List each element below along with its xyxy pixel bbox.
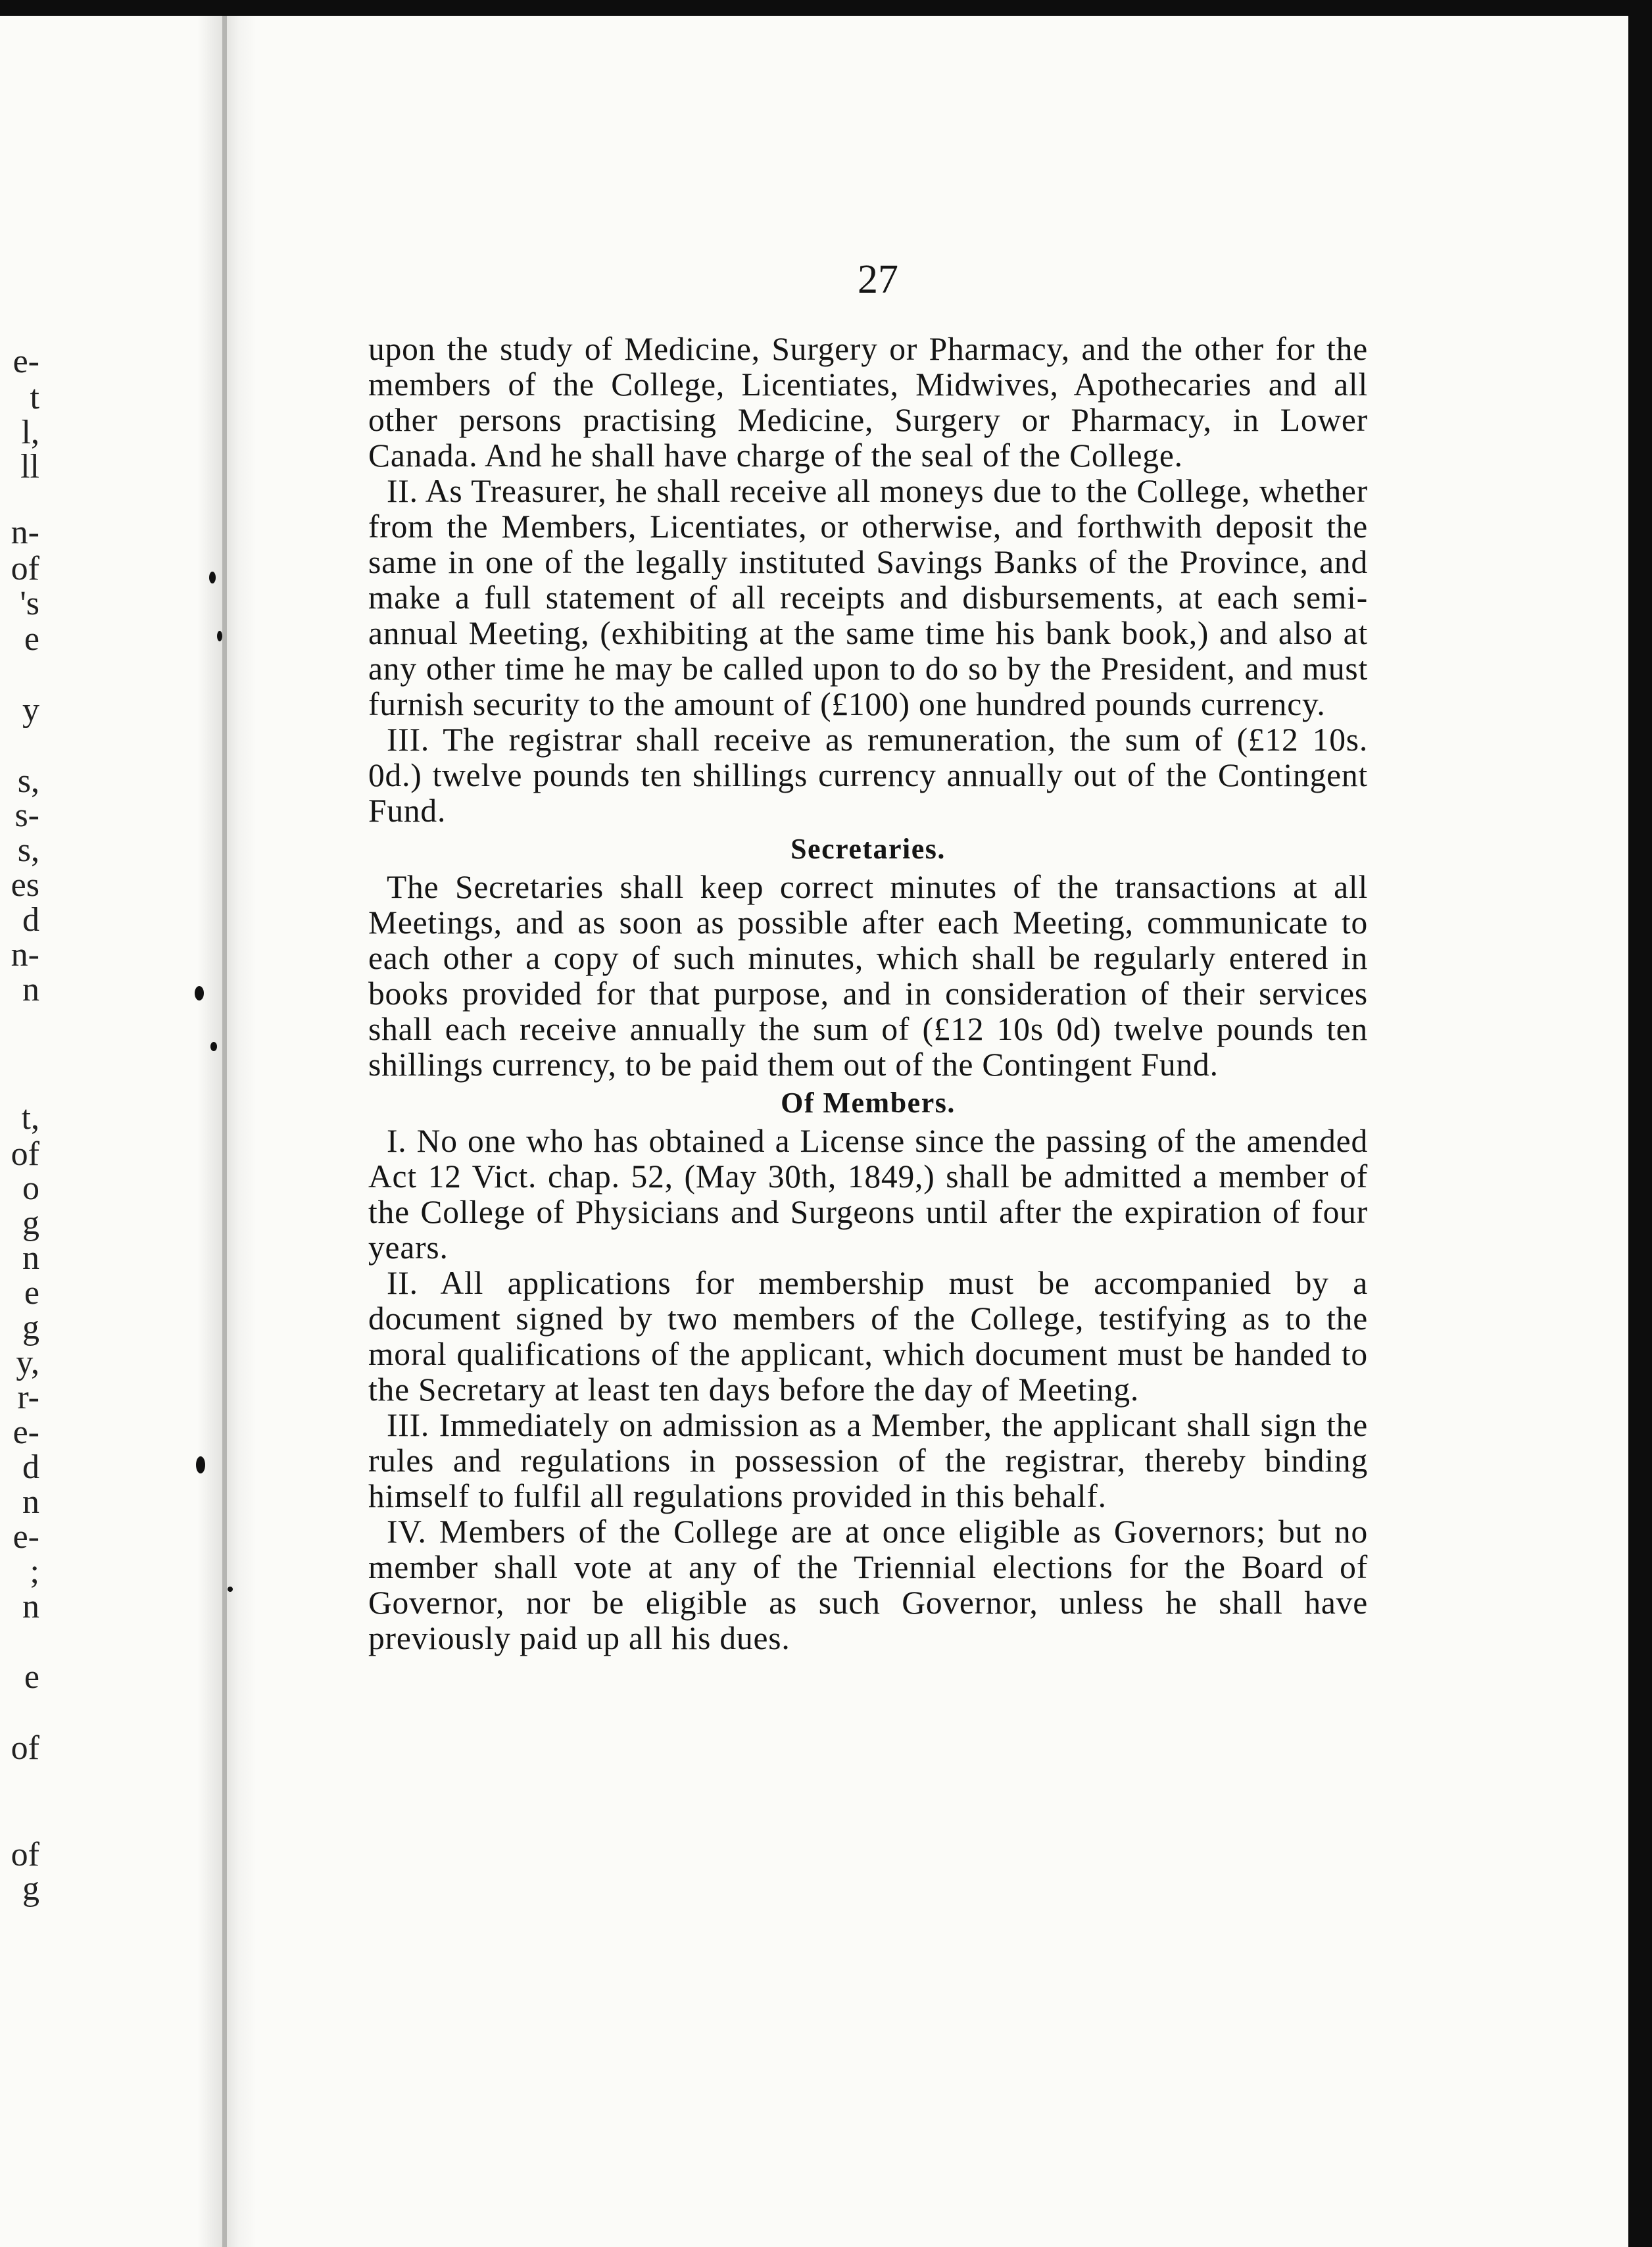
left-page-fragment: n — [22, 1483, 39, 1521]
left-page-fragment: of — [11, 1135, 39, 1173]
body-text — [368, 332, 1368, 1656]
paragraph: II. As Treasurer, he shall receive all moneys due to the College, whether from the Members, Licentiates, or otherwise, and forthwith deposit the same in one of the legally instituted Savings Banks of the Province, and make a full statement of all receipts and disbursements, at each semi-annual Meeting, (exhibiting at the same time his bank book,) and also at any other time he may be called upon to do so by the President, and must furnish security to the amount of (£100) one hundred pounds currency. — [368, 473, 1368, 722]
left-page-fragment: o — [22, 1170, 39, 1207]
left-page-fragment: s, — [17, 831, 39, 869]
left-page-fragment: ; — [30, 1553, 39, 1591]
ink-speck — [195, 986, 204, 1000]
left-page-fragment: r- — [17, 1379, 39, 1416]
left-page-fragment: 's — [20, 585, 39, 622]
left-page-fragment: d — [22, 1448, 39, 1486]
left-page-fragments — [0, 16, 39, 2247]
left-page-fragment: g — [22, 1870, 39, 1908]
left-page-fragment: t, — [21, 1099, 39, 1137]
left-page-fragment: g — [22, 1309, 39, 1346]
left-page-fragment: y — [22, 691, 39, 729]
left-page-fragment: s, — [17, 762, 39, 800]
paragraph: I. No one who has obtained a License since the passing of the amended Act 12 Vict. chap. 52, (May 30th, 1849,) shall be admitted a member of the College of Physicians and Surgeons until after the expiration of four years. — [368, 1123, 1368, 1266]
left-page-fragment: n — [22, 971, 39, 1008]
paragraph: The Secretaries shall keep correct minutes of the transactions at all Meetings, and as soon as possible after each Meeting, communicate to each other a copy of such minutes, which shall be regularly entered in books provided for that purpose, and in consideration of their services shall each receive annually the sum of (£12 10s 0d) twelve pounds ten shillings currency, to be paid them out of the Contingent Fund. — [368, 869, 1368, 1083]
left-page-fragment: s- — [14, 797, 39, 834]
left-page-fragment: e — [24, 1658, 39, 1696]
gutter-shadow — [197, 16, 256, 2247]
left-page-fragment: g — [22, 1204, 39, 1242]
ink-speck — [196, 1456, 205, 1473]
left-page-fragment: t — [30, 379, 39, 416]
paragraph: IV. Members of the College are at once eligible as Governors; but no member shall vote at any of the Triennial elections for the Board of Governor, nor be eligible as such Governor, unless he shall have previously paid up all his dues. — [368, 1514, 1368, 1656]
left-page-fragment: e- — [12, 343, 39, 380]
left-page-fragment: n — [22, 1239, 39, 1277]
left-page-fragment: y, — [16, 1344, 39, 1381]
left-page-fragment: of — [11, 1836, 39, 1873]
left-page-fragment: e — [24, 620, 39, 658]
paragraph: III. The registrar shall receive as remuneration, the sum of (£12 10s. 0d.) twelve pounds ten shillings currency annually out of the Contingent Fund. — [368, 722, 1368, 829]
section-heading: Of Members. — [781, 1087, 956, 1119]
page-number: 27 — [858, 257, 898, 302]
left-page-fragment: n — [22, 1588, 39, 1625]
gutter-line — [222, 16, 227, 2247]
ink-speck — [209, 572, 216, 583]
left-page-fragment: of — [11, 1729, 39, 1767]
left-page-fragment: of — [11, 550, 39, 587]
left-page-fragment: es — [11, 866, 39, 904]
paragraph: III. Immediately on admission as a Member, the applicant shall sign the rules and regulations in possession of the registrar, thereby binding himself to fulfil all regulations provided in this behalf. — [368, 1407, 1368, 1514]
paragraph: upon the study of Medicine, Surgery or Pharmacy, and the other for the members of the College, Licentiates, Midwives, Apothecaries and all other persons practising Medicine, Surgery or Pharmacy, in Lower Canada. And he shall have charge of the seal of the College. — [368, 331, 1368, 474]
ink-speck — [217, 631, 222, 641]
left-page-fragment: n- — [11, 936, 39, 974]
left-page-fragment: l, — [21, 414, 39, 451]
left-page-fragment: e- — [12, 1518, 39, 1556]
book-page — [0, 16, 1628, 2247]
left-page-fragment: n- — [11, 514, 39, 551]
left-page-fragment: ll — [20, 448, 39, 485]
ink-speck — [210, 1042, 217, 1051]
ink-speck — [228, 1587, 233, 1592]
section-heading: Secretaries. — [790, 833, 946, 865]
left-page-fragment: e — [24, 1274, 39, 1312]
paragraph: II. All applications for membership must be accompanied by a document signed by two members of the College, testifying as to the moral qualifications of the applicant, which document must be handed to the Secretary at least ten days before the day of Meeting. — [368, 1265, 1368, 1408]
left-page-fragment: d — [22, 901, 39, 939]
left-page-fragment: e- — [12, 1414, 39, 1451]
